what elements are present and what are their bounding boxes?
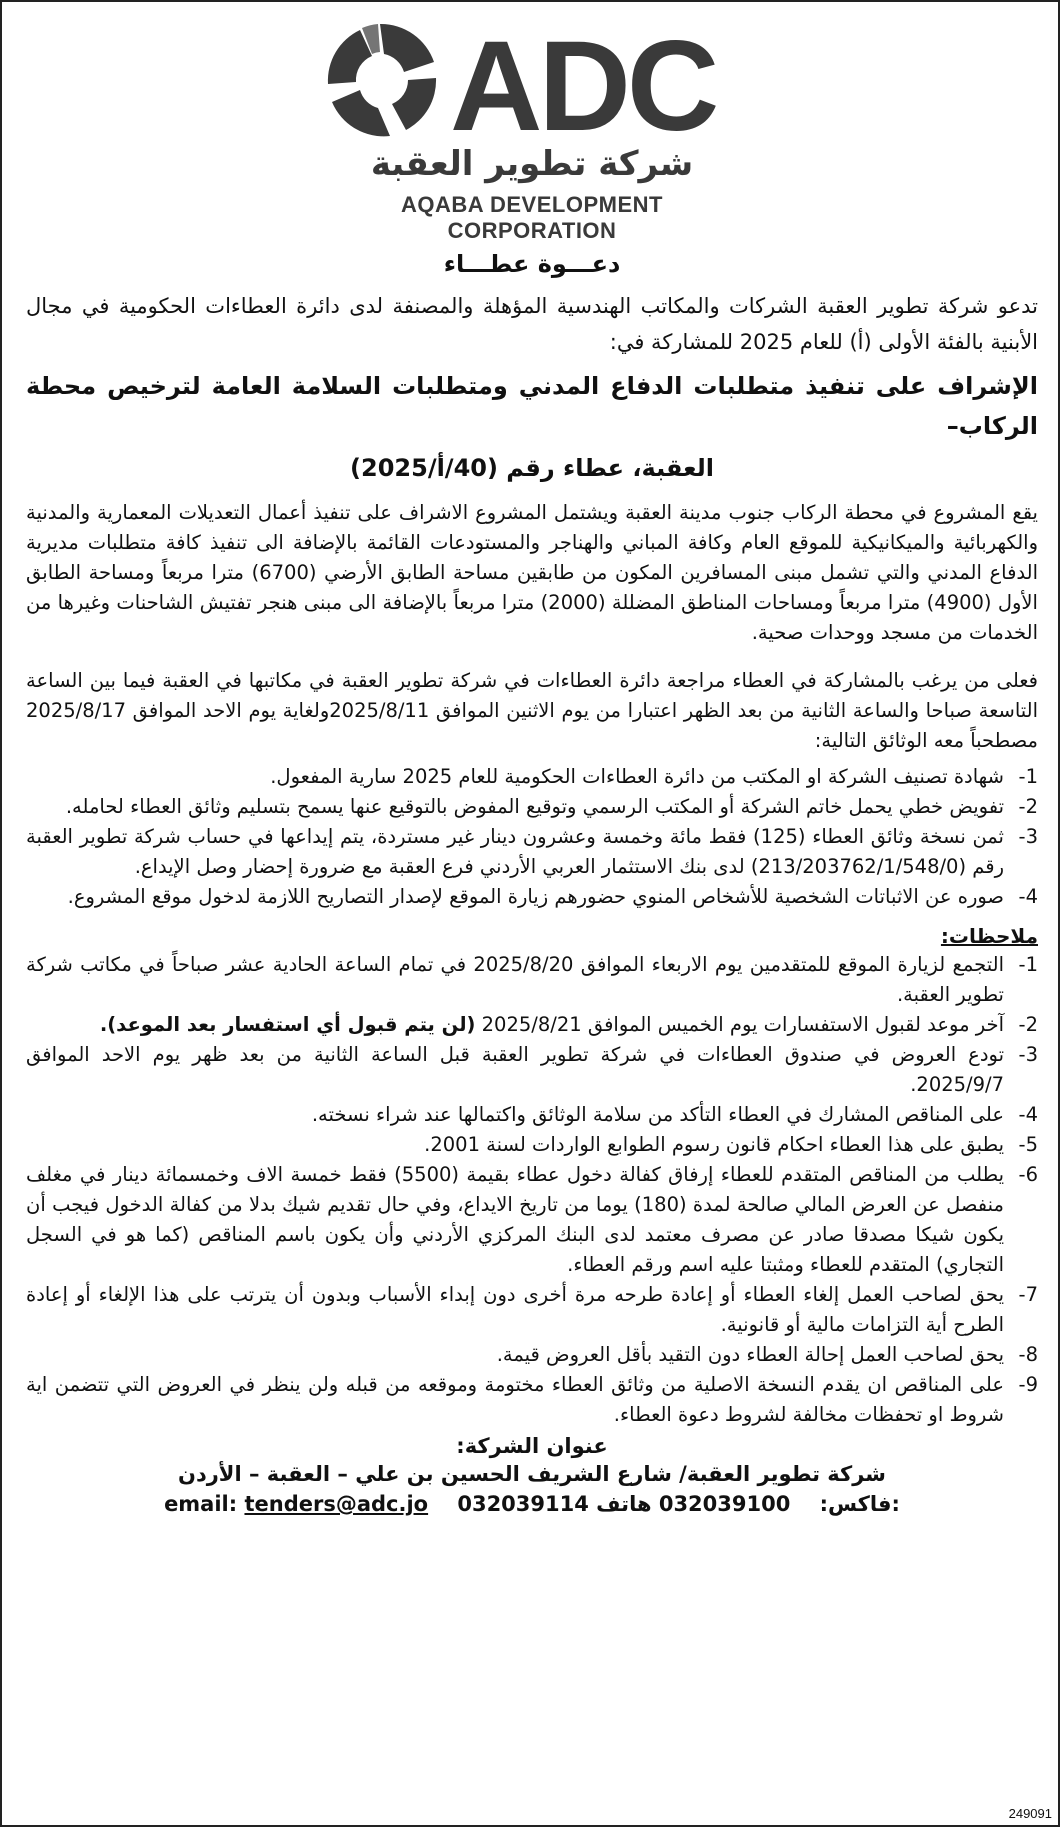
list-item-text: يطلب من المناقص المتقدم للعطاء إرفاق كفالة دخول عطاء بقيمة (5500) فقط خمسة الاف وخمسمائة دينار في مغلف منفصل عن العرض المالي صالحة لمدة (180) يوما من تاريخ الايداع، وفي حال تقديم شيك بدلا من كفالة الدخول فيجب أن يكون شيكا مصدقا صادر عن مصرف معتمد لدى البنك المركزي الأردني وأن يكون باسم المناقص (كما هو في السجل التجاري) المتقدم للعطاء ومثبتا عليه اسم ورقم العطاء. bbox=[26, 1163, 1004, 1276]
list-item bbox=[26, 1370, 1038, 1430]
list-item-number: 4- bbox=[1018, 1103, 1038, 1126]
email-link[interactable]: tenders@adc.jo bbox=[244, 1492, 429, 1516]
tender-subject: الإشراف على تنفيذ متطلبات الدفاع المدني ومتطلبات السلامة العامة لترخيص محطة الركاب– bbox=[26, 372, 1038, 440]
list-item-number: 3- bbox=[1018, 1043, 1038, 1066]
announcement-title: دعـــوة عطـــاء bbox=[443, 250, 621, 278]
list-item bbox=[26, 1160, 1038, 1280]
phone-label: هاتف: bbox=[596, 1492, 900, 1516]
logo-arabic-name: شركة تطوير العقبة bbox=[370, 144, 694, 184]
list-item-number: 1- bbox=[1018, 765, 1038, 788]
contact-line bbox=[26, 1492, 1038, 1516]
adc-logo-mark bbox=[322, 18, 742, 148]
list-item-number: 1- bbox=[1018, 953, 1038, 976]
list-item bbox=[26, 1280, 1038, 1340]
logo-english-name: AQABA DEVELOPMENT CORPORATION bbox=[401, 192, 663, 243]
list-item bbox=[26, 882, 1038, 912]
list-item-text: يحق لصاحب العمل إحالة العطاء دون التقيد بأقل العروض قيمة. bbox=[496, 1343, 1004, 1366]
adc-logo bbox=[322, 18, 742, 243]
list-item bbox=[26, 1100, 1038, 1130]
list-item-number: 7- bbox=[1018, 1283, 1038, 1306]
fax-number: 032039114 bbox=[457, 1492, 589, 1516]
announcement-body bbox=[26, 250, 1038, 1516]
list-item-text: تفويض خطي يحمل خاتم الشركة أو المكتب الرسمي وتوقيع المفوض بالتوقيع عنها يسمح بتسليم وثائق العطاء لحامله. bbox=[65, 795, 1004, 818]
adc-logo-letters: ADC bbox=[450, 18, 716, 148]
project-description: يقع المشروع في محطة الركاب جنوب مدينة العقبة ويشتمل المشروع الاشراف على تنفيذ أعمال التعديلات المعمارية والمدنية والكهربائية والميكانيكية للموقع العام وكافة المباني والهناجر والمستودعات القائمة بالإضافة الى تنفيذ كافة متطلبات مديرية الدفاع المدني والتي تشمل مبنى المسافرين المكون من طابقين مساحة الطابق الأرضي (6700) مترا مربعاً ومساحة الطابق الأول (4900) مترا مربعاً ومساحات المناطق المضللة (2000) مترا مربعاً بالإضافة الى مبنى هنجر تفتيش الشاحنات وغيرها من الخدمات من مسجد ووحدات صحية. bbox=[26, 501, 1038, 644]
fax-label: فاكس: bbox=[819, 1492, 892, 1516]
list-item-text: يطبق على هذا العطاء احكام قانون رسوم الطوابع الواردات لسنة 2001. bbox=[424, 1133, 1004, 1156]
list-item bbox=[26, 822, 1038, 882]
list-item-text: يحق لصاحب العمل إلغاء العطاء أو إعادة طرحه مرة أخرى دون إبداء الأسباب وبدون أن يترتب على هذا الإلغاء أو إعادة الطرح أية التزامات مالية أو قانونية. bbox=[26, 1283, 1004, 1336]
phone-number: 032039100 bbox=[658, 1492, 791, 1516]
intro-paragraph: تدعو شركة تطوير العقبة الشركات والمكاتب الهندسية المؤهلة والمصنفة لدى دائرة العطاءات الحكومية في مجال الأبنية بالفئة الأولى (أ) للعام 2025 للمشاركة في: bbox=[26, 294, 1038, 354]
list-item-text: على المناقص ان يقدم النسخة الاصلية من وثائق العطاء مختومة وموقعه من قبله ولن ينظر في العروض التي تتضمن اية شروط او تحفظات مخالفة لشروط دعوة العطاء. bbox=[26, 1373, 1004, 1426]
ad-code: 249091 bbox=[1008, 1806, 1052, 1821]
list-item bbox=[26, 1130, 1038, 1160]
list-item-number: 2- bbox=[1018, 795, 1038, 818]
company-address: شركة تطوير العقبة/ شارع الشريف الحسين بن علي – العقبة – الأردن bbox=[178, 1462, 886, 1486]
list-item-number: 3- bbox=[1018, 825, 1038, 848]
email-label: email: bbox=[164, 1492, 238, 1516]
list-item bbox=[26, 762, 1038, 792]
list-item-number: 8- bbox=[1018, 1343, 1038, 1366]
required-documents-list bbox=[26, 762, 1038, 912]
list-item-number: 9- bbox=[1018, 1373, 1038, 1396]
notes-list bbox=[26, 950, 1038, 1430]
notes-heading: ملاحظات: bbox=[940, 924, 1038, 948]
list-item-number: 2- bbox=[1018, 1013, 1038, 1036]
participation-paragraph: فعلى من يرغب بالمشاركة في العطاء مراجعة دائرة العطاءات في شركة تطوير العقبة في مكاتبها في العقبة فيما بين الساعة التاسعة صباحا والساعة الثانية من بعد الظهر اعتبارا من يوم الاثنين الموافق 2025/8/11ولغاية يوم الاحد الموافق 2025/8/17 مصطحباً معه الوثائق التالية: bbox=[26, 669, 1038, 752]
list-item-number: 5- bbox=[1018, 1133, 1038, 1156]
list-item-bold-text: (لن يتم قبول أي استفسار بعد الموعد). bbox=[99, 1013, 476, 1036]
tender-number: العقبة، عطاء رقم (40/أ/2025) bbox=[350, 454, 714, 482]
list-item-text: صوره عن الاثباتات الشخصية للأشخاص المنوي حضورهم زيارة الموقع لإصدار التصاريح اللازمة لدخول موقع المشروع. bbox=[67, 885, 1004, 908]
list-item-text: تودع العروض في صندوق العطاءات في شركة تطوير العقبة قبل الساعة الثانية من بعد ظهر يوم الاحد الموافق 2025/9/7. bbox=[26, 1043, 1004, 1096]
list-item-text: آخر موعد لقبول الاستفسارات يوم الخميس الموافق 2025/8/21 bbox=[475, 1013, 1004, 1036]
list-item bbox=[26, 1010, 1038, 1040]
list-item-text: ثمن نسخة وثائق العطاء (125) فقط مائة وخمسة وعشرون دينار غير مستردة، يتم إيداعها في حساب شركة تطوير العقبة رقم (213/203762/1/548/0) لدى بنك الاستثمار العربي الأردني فرع العقبة مع ضرورة إحضار وصل الإيداع. bbox=[26, 825, 1004, 878]
list-item-text: شهادة تصنيف الشركة او المكتب من دائرة العطاءات الحكومية للعام 2025 سارية المفعول. bbox=[270, 765, 1004, 788]
list-item-number: 4- bbox=[1018, 885, 1038, 908]
list-item bbox=[26, 1340, 1038, 1370]
list-item bbox=[26, 792, 1038, 822]
list-item-text: على المناقص المشارك في العطاء التأكد من سلامة الوثائق واكتمالها عند شراء نسخته. bbox=[311, 1103, 1004, 1126]
list-item-number: 6- bbox=[1018, 1163, 1038, 1186]
list-item bbox=[26, 950, 1038, 1010]
list-item-text: التجمع لزيارة الموقع للمتقدمين يوم الاربعاء الموافق 2025/8/20 في تمام الساعة الحادية عشر صباحاً في مكاتب شركة تطوير العقبة. bbox=[26, 953, 1004, 1006]
list-item bbox=[26, 1040, 1038, 1100]
address-heading: عنوان الشركة: bbox=[456, 1434, 608, 1458]
